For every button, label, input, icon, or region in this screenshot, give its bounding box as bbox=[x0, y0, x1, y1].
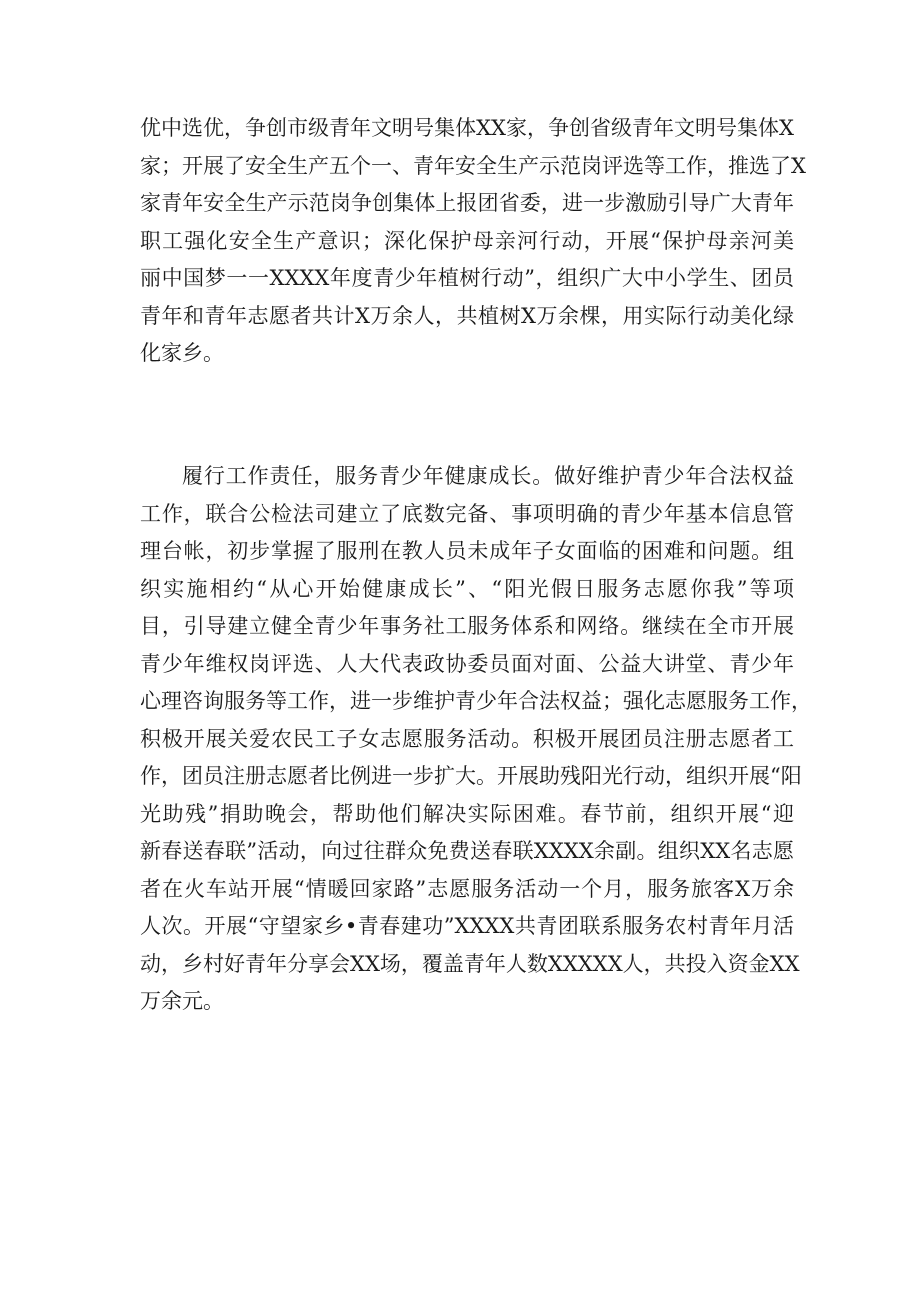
paragraph-line: 理台帐，初步掌握了服刑在教人员未成年子女面临的困难和问题。组 bbox=[140, 539, 794, 563]
paragraph-line: 新春送春联”活动，向过往群众免费送春联XXXX余副。组织XX名志愿 bbox=[140, 839, 794, 863]
paragraph-line: 万余元。 bbox=[140, 989, 224, 1013]
paragraph-line: 青年和青年志愿者共计X万余人，共植树X万余棵，用实际行动美化绿 bbox=[140, 303, 794, 328]
paragraph-line: 丽中国梦一一XXXX年度青少年植树行动”，组织广大中小学生、团员 bbox=[140, 266, 794, 290]
paragraph-line: 心理咨询服务等工作，进一步维护青少年合法权益；强化志愿服务工作， bbox=[140, 689, 812, 713]
paragraph-line: 者在火车站开展“情暖回家路”志愿服务活动一个月，服务旅客X万余 bbox=[140, 876, 794, 901]
paragraph-line: 积极开展关爱农民工子女志愿服务活动。积极开展团员注册志愿者工 bbox=[140, 726, 794, 751]
paragraph-line: 作，团员注册志愿者比例进一步扩大。开展助残阳光行动，组织开展“阳 bbox=[140, 764, 802, 788]
paragraph-line: 光助残”捐助晚会，帮助他们解决实际困难。春节前，组织开展“迎 bbox=[140, 801, 794, 826]
paragraph-line: 目，引导建立健全青少年事务社工服务体系和网络。继续在全市开展 bbox=[140, 614, 794, 638]
paragraph-line: 工作，联合公检法司建立了底数完备、事项明确的青少年基本信息管 bbox=[140, 501, 794, 526]
paragraph-line: 履行工作责任，服务青少年健康成长。做好维护青少年合法权益 bbox=[182, 464, 794, 488]
paragraph-line: 人次。开展“守望家乡•青春建功”XXXX共青团联系服务农村青年月活 bbox=[140, 914, 794, 938]
paragraph-line: 家；开展了安全生产五个一、青年安全生产示范岗评选等工作，推选了X bbox=[140, 153, 806, 178]
paragraph-line: 动，乡村好青年分享会XX场，覆盖青年人数XXXXX人，共投入资金XX bbox=[140, 951, 800, 976]
paragraph-line: 优中选优，争创市级青年文明号集体XX家，争创省级青年文明号集体X bbox=[140, 116, 794, 140]
paragraph-line: 青少年维权岗评选、人大代表政协委员面对面、公益大讲堂、青少年 bbox=[140, 651, 794, 676]
paragraph-line: 织实施相约“从心开始健康成长”、“阳光假日服务志愿你我”等项 bbox=[140, 576, 794, 601]
paragraph-line: 家青年安全生产示范岗争创集体上报团省委，进一步激励引导广大青年 bbox=[140, 191, 794, 215]
paragraph-2 bbox=[140, 458, 812, 1021]
paragraph-1 bbox=[140, 110, 806, 373]
paragraph-line: 化家乡。 bbox=[140, 341, 224, 365]
paragraph-line: 职工强化安全生产意识；深化保护母亲河行动，开展“保护母亲河美 bbox=[140, 228, 794, 253]
